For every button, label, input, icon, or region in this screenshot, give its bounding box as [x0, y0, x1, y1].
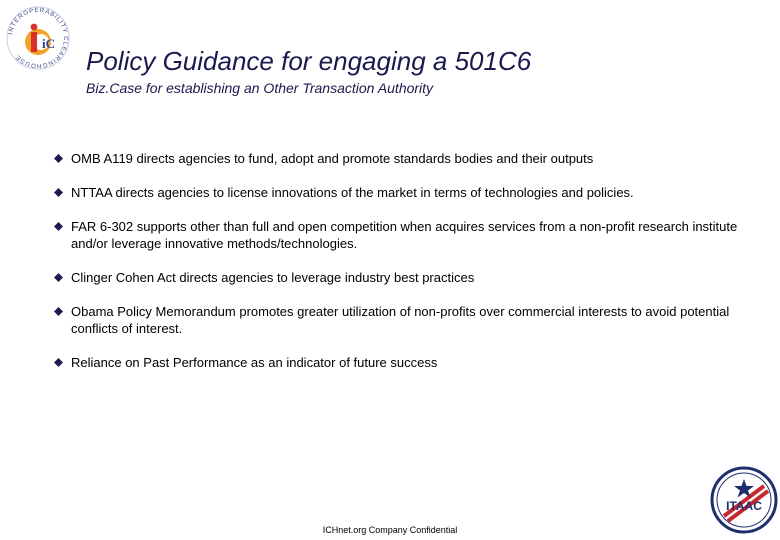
logo-ring-text: INTEROPERABILITY CLEARINGHOUSE: [7, 6, 70, 70]
bullet-text: OMB A119 directs agencies to fund, adopt and promote standards bodies and their outputs: [71, 151, 594, 166]
bullet-text: Clinger Cohen Act directs agencies to leverage industry best practices: [71, 270, 475, 285]
diamond-bullet-icon: [54, 154, 63, 163]
diamond-bullet-icon: [54, 273, 63, 282]
itaac-seal: [710, 466, 778, 534]
list-item: [54, 184, 754, 201]
bullet-text: NTTAA directs agencies to license innovations of the market in terms of technologies and policies.: [71, 185, 634, 200]
clearinghouse-logo: [4, 4, 72, 72]
policy-bullet-list: [54, 150, 754, 388]
bullet-text: FAR 6-302 supports other than full and open competition when acquires services from a non-profit research institute and/or leverage innovative methods/technologies.: [71, 219, 738, 251]
seal-label: ITAAC: [726, 499, 762, 513]
list-item: [54, 269, 754, 286]
confidential-footer: ICHnet.org Company Confidential: [322, 525, 458, 535]
bullet-text: Reliance on Past Performance as an indicator of future success: [71, 355, 438, 370]
list-item: [54, 218, 754, 252]
list-item: [54, 354, 754, 371]
page-title: Policy Guidance for engaging a 501C6: [86, 46, 532, 76]
diamond-bullet-icon: [54, 188, 63, 197]
diamond-bullet-icon: [54, 307, 63, 316]
diamond-bullet-icon: [54, 222, 63, 231]
itaac-seal-icon: [710, 466, 778, 534]
page-subtitle: Biz.Case for establishing an Other Transaction Authority: [86, 80, 434, 96]
diamond-bullet-icon: [54, 358, 63, 367]
list-item: [54, 303, 754, 337]
list-item: [54, 150, 754, 167]
bullet-text: Obama Policy Memorandum promotes greater utilization of non-profits over commercial interests to avoid potential conflicts of interest.: [71, 304, 730, 336]
logo-letters: iC: [42, 36, 55, 51]
interoperability-clearinghouse-logo-icon: [4, 4, 72, 72]
